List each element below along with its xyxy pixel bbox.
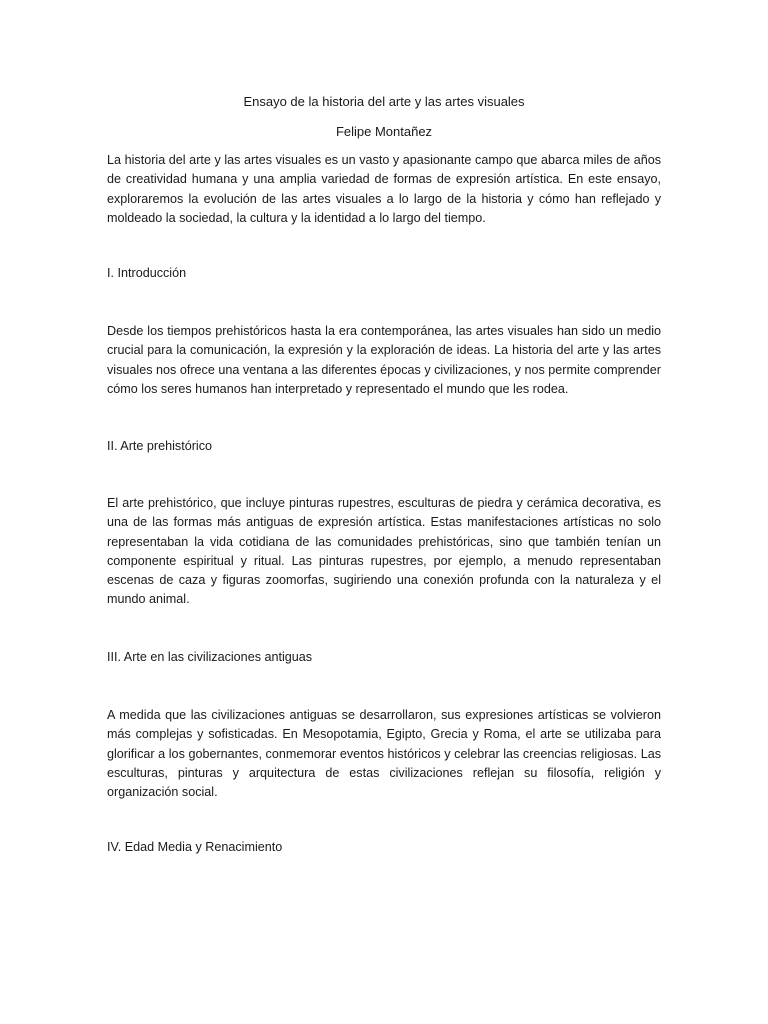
document-author: Felipe Montañez [335, 124, 433, 139]
section-body-arte-prehistorico: El arte prehistórico, que incluye pinturas rupestres, esculturas de piedra y cerámica decorativa, es una de las formas más antiguas de expresión artística. Estas manifestaciones artísticas no solo representaban la vida cotidiana de las comunidades prehistóricas, sino que también tenían un componente espiritual y ritual. Las pinturas rupestres, por ejemplo, a menudo representaban escenas de caza y figuras zoomorfas, sugiriendo una conexión profunda con la naturaleza y el mundo animal. [107, 496, 661, 607]
section-heading-introduccion: I. Introducción [107, 266, 187, 280]
section-heading-arte-prehistorico: II. Arte prehistórico [107, 439, 212, 453]
intro-paragraph: La historia del arte y las artes visuales es un vasto y apasionante campo que abarca miles de años de creatividad humana y una amplia variedad de formas de expresión artística. En este ensayo, exploraremos la evolución de las artes visuales a lo largo de la historia y cómo han reflejado y moldeado la sociedad, la cultura y la identidad a lo largo del tiempo. [107, 153, 661, 225]
section-heading-edad-media: IV. Edad Media y Renacimiento [107, 840, 283, 854]
section-body-civilizaciones-antiguas: A medida que las civilizaciones antiguas se desarrollaron, sus expresiones artísticas se volvieron más complejas y sofisticadas. En Mesopotamia, Egipto, Grecia y Roma, el arte se utilizaba para glorificar a los gobernantes, conmemorar eventos históricos y celebrar las creencias religiosas. Las esculturas, pinturas y arquitectura de estas civilizaciones reflejan su filosofía, religión y organización social. [107, 708, 661, 800]
document-title: Ensayo de la historia del arte y las artes visuales [243, 94, 525, 109]
section-heading-civilizaciones-antiguas: III. Arte en las civilizaciones antiguas [107, 650, 313, 664]
section-body-introduccion: Desde los tiempos prehistóricos hasta la era contemporánea, las artes visuales han sido un medio crucial para la comunicación, la expresión y la exploración de ideas. La historia del arte y las artes visuales nos ofrece una ventana a las diferentes épocas y civilizaciones, y nos permite comprender cómo los seres humanos han interpretado y representado el mundo que les rodea. [107, 324, 661, 396]
